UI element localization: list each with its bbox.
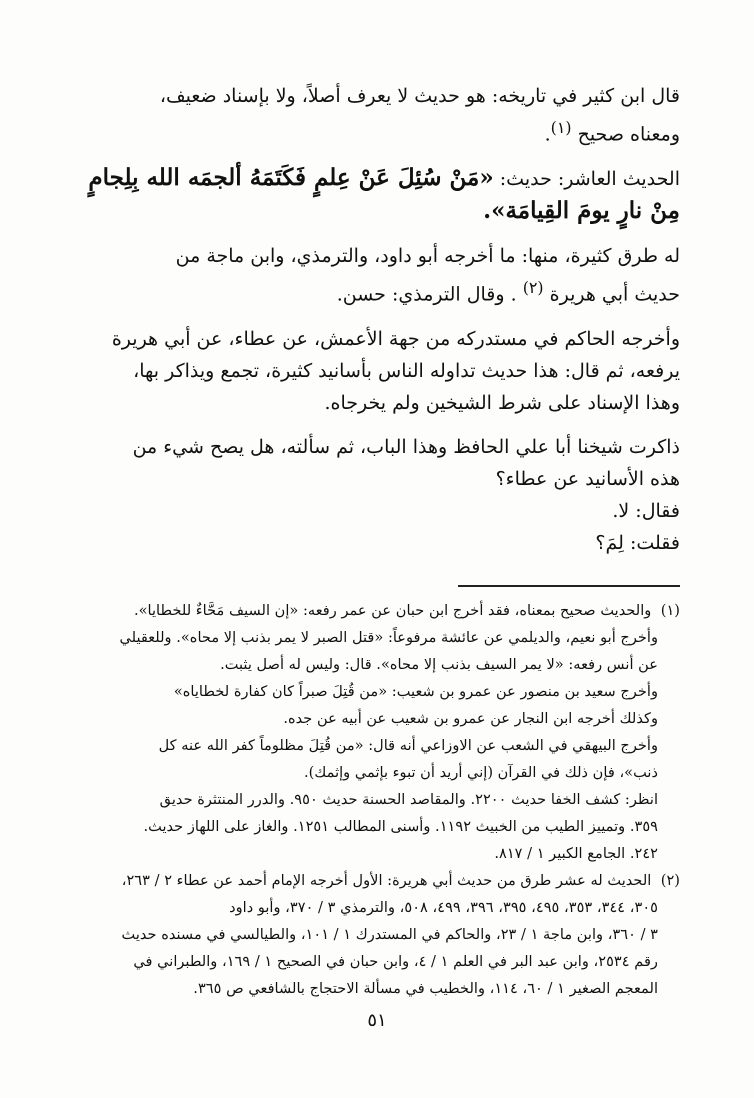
footnote-line: الحديث له عشر طرق من حديث أبي هريرة: الأول أخرجه الإمام أحمد عن عطاء ٢ / ٢٦٣، [121,871,652,889]
footnote-line: ٣٠٥، ٣٤٤، ٣٥٣، ٤٩٥، ٣٩٥، ٣٩٦، ٤٩٩، ٥٠٨، والترمذي ٣ / ٣٧٠، وأبو داود [229,898,658,916]
footnote-number: (١) [660,601,680,619]
text-line: هذه الأسانيد عن عطاء؟ [495,467,680,490]
footnote-divider [458,585,680,587]
footnote-line: والحديث صحيح بمعناه، فقد أخرج ابن حبان عن عمر رفعه: «إن السيف مَحَّاءٌ للخطايا». [133,601,652,619]
footnote-line: وأخرج أبو نعيم، والديلمي عن عائشة مرفوعاً: «قتل الصبر لا يمر بذنب إلا محاه». وللعقيلي [119,628,658,646]
paragraph-tenth-hadith [60,162,680,228]
footnote-line: المعجم الصغير ١ / ٦٠، ١١٤، والخطيب في مسألة الاحتجاج بالشافعي ص ٣٦٥. [193,979,658,997]
footnote-line: ذنب»، فإن ذلك في القرآن (إني أريد أن تبوء بإثمي وإثمك). [304,763,658,781]
page-number: ٥١ [367,1010,387,1031]
footnote-line: ٣٥٩. وتمييز الطيب من الخبيث ١١٩٢. وأسنى المطالب ١٢٥١. والغاز على اللهاز حديث. [143,817,658,835]
footnote-line: ٢٤٢. الجامع الكبير ١ / ٨١٧. [494,844,658,862]
hadith-lead: الحديث العاشر: حديث: [499,168,680,191]
footnote-line: ٣ / ٣٦٠، وابن ماجة ١ / ٢٣، والحاكم في المستدرك ١ / ١٠١، والطيالسي في مسنده حديث [121,925,658,943]
footnote-2 [60,867,680,894]
footnote-line: انظر: كشف الخفا حديث ٢٢٠٠. والمقاصد الحسنة حديث ٩٥٠. والدرر المنتثرة حديق [159,790,658,808]
main-text [60,80,680,559]
paragraph-hakim [60,323,680,419]
footnote-line: وكذلك أخرجه ابن النجار عن عمرو بن شعيب عن أبيه عن جده. [283,709,658,727]
text-line: . وقال الترمذي: حسن. [336,283,517,306]
text-line: له طرق كثيرة، منها: ما أخرجه أبو داود، والترمذي، وابن ماجة من [175,245,680,268]
hadith-text: «مَنْ سُئِلَ عَنْ عِلمٍ فَكَتَمَهُ ألجمَه الله بِلِجامٍ [88,164,494,192]
text-line: حديث أبي هريرة [549,283,680,306]
text-line: ومعناه صحيح [577,123,680,146]
text-line: ذاكرت شيخنا أبا علي الحافظ وهذا الباب، ثم سألته، هل يصح شيء من [132,435,680,458]
paragraph-ibn-kathir: قال ابن كثير في تاريخه: هو حديث لا يعرف أصلاً، ولا بإسناد ضعيف، ومعناه صحيح $^{(١)}$. [159,85,680,146]
footnote-line: عن أنس رفعه: «لا يمر السيف بذنب إلا محاه». قال: وليس له أصل يثبت. [220,655,658,673]
footnote-line: وأخرج البيهقي في الشعب عن الاوزاعي أنه قال: «من قُتِلَ مظلوماً كفر الله عنه كل [158,736,658,754]
footnote-ref-2[interactable]: (٢) [522,278,544,298]
paragraph-routes [60,240,680,310]
text-line: وأخرجه الحاكم في مستدركه من جهة الأعمش، عن عطاء، عن أبي هريرة [111,327,680,350]
paragraph-question: فقلت: لِمَ؟ [595,531,680,554]
footnotes [60,597,680,1002]
hadith-text: مِنْ نارٍ يومَ القِيامَة». [483,197,680,225]
text-line: يرفعه، ثم قال: هذا حديث تداوله الناس بأسانيد كثيرة، تجمع ويذاكر بها، [133,359,680,382]
paragraph-reply: فقال: لا. [612,499,680,522]
text-line: قال ابن كثير في تاريخه: هو حديث لا يعرف أصلاً، ولا بإسناد ضعيف، [159,85,680,107]
text-line: وهذا الإسناد على شرط الشيخين ولم يخرجاه. [324,391,680,414]
footnote-line: وأخرج سعيد بن منصور عن عمرو بن شعيب: «من قُتِلَ صبراً كان كفارة لخطاياه» [173,682,658,700]
footnote-1 [60,597,680,624]
footnote-line: رقم ٢٥٣٤، وابن عبد البر في العلم ١ / ٤، وابن حبان في الصحيح ١ / ١٦٩، والطبراني في [133,952,658,970]
footnote-ref-1[interactable]: (١) [550,118,572,137]
footnote-number: (٢) [660,871,680,889]
paragraph-abu-ali [60,431,680,495]
